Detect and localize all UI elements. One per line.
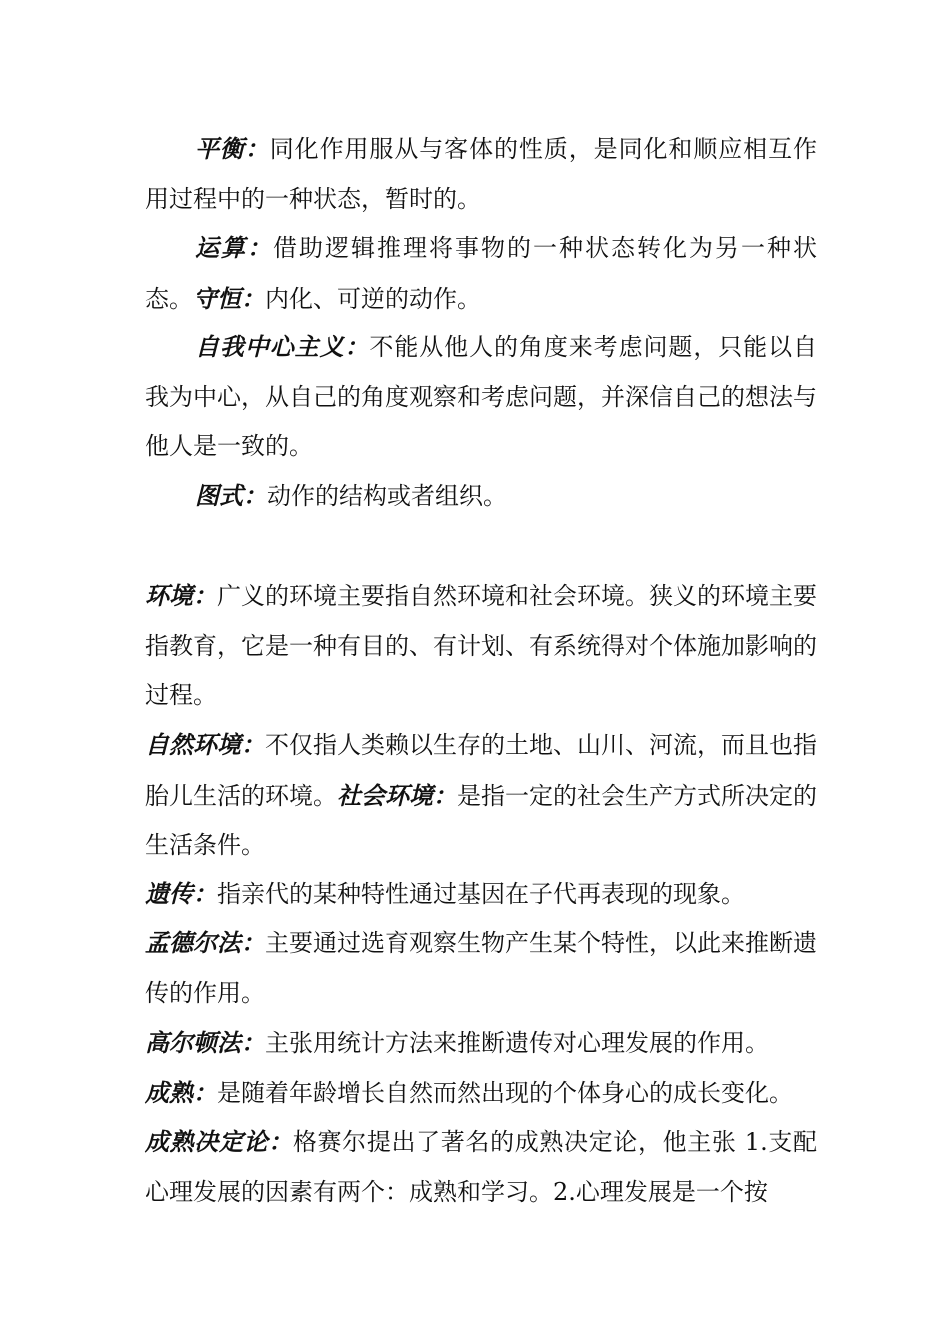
definition-text: 内化、可逆的动作。 [265,284,481,313]
paragraph-egocentrism [145,322,817,472]
term-label: 成熟： [145,1078,217,1107]
term-label: 环境： [145,581,217,610]
term-label: 孟德尔法： [145,928,265,957]
term-label: 运算： [195,233,273,262]
term-label: 高尔顿法： [145,1028,265,1057]
definition-text: 是指一定的社会生产方式所决定的生活条件。 [145,781,817,859]
definition-text: 指亲代的某种特性通过基因在子代再表现的现象。 [217,880,745,908]
term-label: 社会环境： [337,780,457,810]
term-label: 自我中心主义： [195,332,370,361]
definition-text: 动作的结构或者组织。 [267,482,507,510]
term-label: 自然环境： [145,730,265,759]
term-label: 图式： [195,481,267,510]
definition-text: 格赛尔提出了著名的成熟决定论，他主张 1.支配心理发展的因素有两个：成熟和学习。2.心理发展是一个按 [145,1128,818,1206]
definition-text: 同化作用服从与客体的性质，是同化和顺应相互作用过程中的一种状态，暂时的。 [145,135,817,213]
paragraph-heredity [145,869,817,920]
paragraph-environment [145,571,817,721]
term-label: 平衡： [195,134,270,163]
definition-text: 主要通过选育观察生物产生某个特性，以此来推断遗传的作用。 [145,929,817,1007]
paragraph-operation [145,223,817,324]
term-label: 遗传： [145,879,217,908]
definition-text: 是随着年龄增长自然而然出现的个体身心的成长变化。 [217,1079,793,1107]
definition-text: 借助逻辑推理将事物的一种状态转化为另一种状态。 [145,234,817,313]
paragraph-maturation-determinism [145,1117,817,1217]
paragraph-galton-method [145,1018,817,1069]
definition-text: 广义的环境主要指自然环境和社会环境。狭义的环境主要指教育，它是一种有目的、有计划、有系统得对个体施加影响的过程。 [145,582,817,709]
paragraph-maturation [145,1068,825,1119]
definition-text: 不能从他人的角度来考虑问题，只能以自我为中心，从自己的角度观察和考虑问题，并深信自己的想法与他人是一致的。 [145,333,818,460]
paragraph-natural-environment [145,720,817,871]
term-label: 守恒： [193,283,265,313]
definition-text: 不仅指人类赖以生存的土地、山川、河流，而且也指胎儿生活的环境。 [145,731,817,810]
paragraph-equilibrium [145,124,817,224]
paragraph-schema [145,471,817,522]
paragraph-mendel-method [145,918,817,1018]
definition-text: 主张用统计方法来推断遗传对心理发展的作用。 [265,1029,769,1057]
term-label: 成熟决定论： [145,1127,293,1156]
